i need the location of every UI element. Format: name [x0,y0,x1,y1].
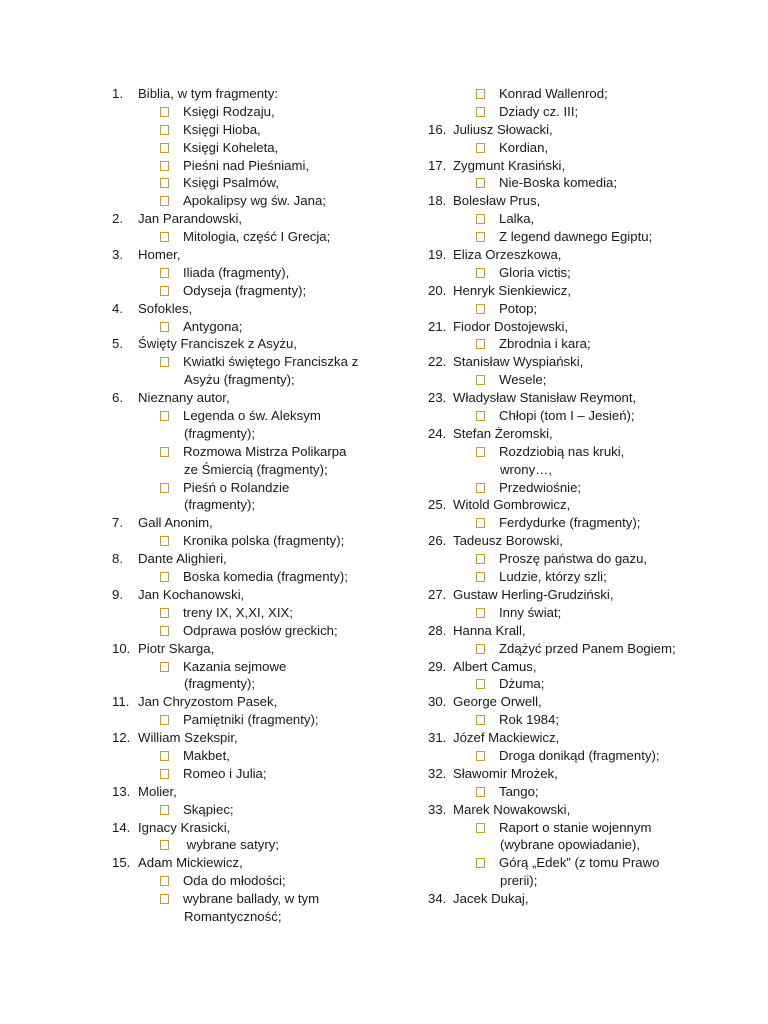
work-title: Kronika polska (fragmenty); [183,533,345,549]
sub-list-item [112,479,412,497]
sub-list-item [428,174,758,192]
sub-list-item [428,568,758,586]
author-name: Hanna Krall, [453,622,526,638]
sub-list-item [112,532,412,550]
sub-list-item [112,407,412,425]
sub-list-item [112,711,412,729]
item-number: 13. [112,783,131,799]
item-number: 31. [428,730,447,746]
sub-list-item [112,139,412,157]
work-title: Gloria victis; [499,264,571,280]
checkbox-bullet-icon [476,89,485,99]
sub-list-item [112,443,412,461]
list-item [112,550,412,568]
sub-list-item [112,622,412,640]
checkbox-bullet-icon [476,715,485,725]
work-title: Kazania sejmowe [183,658,287,674]
sub-list-item [428,407,758,425]
sub-list-item [112,192,412,210]
list-item [112,640,412,658]
sub-list-item [428,550,758,568]
checkbox-bullet-icon [476,644,485,654]
work-title: Dżuma; [499,676,545,692]
list-item [112,783,412,801]
item-number: 27. [428,586,447,602]
item-number: 12. [112,730,131,746]
checkbox-bullet-icon [160,178,169,188]
checkbox-bullet-icon [476,304,485,314]
author-name: Henryk Sienkiewicz, [453,282,571,298]
work-title: Lalka, [499,211,535,227]
sub-list-item [428,711,758,729]
sub-list-item [112,121,412,139]
list-item [428,389,758,407]
work-title-continuation: Romantyczność; [184,908,282,924]
checkbox-bullet-icon [160,125,169,135]
sub-list-item [428,210,758,228]
work-title: Romeo i Julia; [183,765,267,781]
sub-list-item [112,103,412,121]
work-title: Makbet, [183,747,230,763]
list-item [428,729,758,747]
work-title: Księgi Psalmów, [183,175,280,191]
item-number: 18. [428,193,447,209]
item-number: 3. [112,247,123,263]
author-name: Jan Chryzostom Pasek, [138,694,278,710]
checkbox-bullet-icon [476,232,485,242]
checkbox-bullet-icon [476,608,485,618]
work-title: Potop; [499,300,538,316]
work-title: Rok 1984; [499,712,560,728]
list-item [112,300,412,318]
work-title: Kwiatki świętego Franciszka z [183,354,359,370]
checkbox-bullet-icon [160,876,169,886]
author-name: Józef Mackiewicz, [453,730,560,746]
author-name: Stanisław Wyspiański, [453,354,584,370]
author-name: Piotr Skarga, [138,640,215,656]
sub-list-item [428,371,758,389]
work-title: Pieśni nad Pieśniami, [183,157,310,173]
item-number: 24. [428,425,447,441]
list-item [112,85,412,103]
author-name: Nieznany autor, [138,390,230,406]
work-title: Odprawa posłów greckich; [183,622,338,638]
checkbox-bullet-icon [160,107,169,117]
list-item [112,514,412,532]
checkbox-bullet-icon [476,787,485,797]
item-number: 30. [428,694,447,710]
checkbox-bullet-icon [476,447,485,457]
work-title: Droga donikąd (fragmenty); [499,747,660,763]
work-title-continuation: (fragmenty); [184,425,256,441]
work-title: Antygona; [183,318,243,334]
checkbox-bullet-icon [160,483,169,493]
checkbox-bullet-icon [160,536,169,546]
sub-list-item [428,85,758,103]
sub-list-item [428,783,758,801]
list-item [112,729,412,747]
sub-list-item [112,604,412,622]
checkbox-bullet-icon [160,894,169,904]
list-item [112,819,412,837]
list-item [112,389,412,407]
item-number: 14. [112,819,131,835]
checkbox-bullet-icon [160,447,169,457]
work-title: Inny świat; [499,604,562,620]
work-title: Boska komedia (fragmenty); [183,569,348,585]
checkbox-bullet-icon [476,572,485,582]
checkbox-bullet-icon [160,232,169,242]
author-name: Sofokles, [138,300,193,316]
checkbox-bullet-icon [476,107,485,117]
author-name: Bolesław Prus, [453,193,541,209]
list-item [428,318,758,336]
author-name: Zygmunt Krasiński, [453,157,566,173]
work-title: Pieśń o Rolandzie [183,479,290,495]
checkbox-bullet-icon [160,626,169,636]
sub-list-item [428,300,758,318]
item-number: 7. [112,515,123,531]
item-number: 2. [112,211,123,227]
author-name: Marek Nowakowski, [453,801,571,817]
work-title: Wesele; [499,372,547,388]
sub-list-item [112,747,412,765]
work-title: Skąpiec; [183,801,234,817]
author-name: Eliza Orzeszkowa, [453,247,562,263]
work-title: Proszę państwa do gazu, [499,551,648,567]
list-item [112,246,412,264]
author-name: Święty Franciszek z Asyżu, [138,336,298,352]
checkbox-bullet-icon [160,769,169,779]
sub-list-item [112,353,412,371]
author-name: Dante Alighieri, [138,551,227,567]
work-title: Apokalipsy wg św. Jana; [183,193,326,209]
checkbox-bullet-icon [476,178,485,188]
checkbox-bullet-icon [476,411,485,421]
sub-list-item [112,801,412,819]
author-name: Władysław Stanisław Reymont, [453,390,637,406]
sub-list-item [428,819,758,837]
work-title: Konrad Wallenrod; [499,86,608,101]
item-number: 25. [428,497,447,513]
work-title: wybrane ballady, w tym [183,891,320,907]
sub-list-item [428,443,758,461]
sub-list-item [428,675,758,693]
item-number: 20. [428,282,447,298]
work-title: Górą „Edek” (z tomu Prawo [499,855,660,871]
work-title: Księgi Hioba, [183,121,261,137]
list-item [112,693,412,711]
author-name: George Orwell, [453,694,542,710]
author-name: Jacek Dukaj, [453,891,529,907]
list-item [428,121,758,139]
sub-list-item [428,228,758,246]
sub-list-item [428,604,758,622]
checkbox-bullet-icon [476,268,485,278]
sub-list-item [428,335,758,353]
work-title: Księgi Koheleta, [183,139,279,155]
author-name: Fiodor Dostojewski, [453,318,569,334]
checkbox-bullet-icon [476,143,485,153]
work-title: Dziady cz. III; [499,103,579,119]
checkbox-bullet-icon [160,268,169,278]
work-title-continuation: Asyżu (fragmenty); [184,372,295,388]
item-number: 5. [112,336,123,352]
right-column [428,85,758,908]
work-title: Rozmowa Mistrza Polikarpa [183,443,347,459]
item-number: 1. [112,86,123,101]
item-number: 11. [112,694,130,710]
item-number: 8. [112,551,123,567]
list-item [428,765,758,783]
list-item [428,157,758,175]
work-title: Kordian, [499,139,549,155]
sub-list-item [428,479,758,497]
sub-list-item [112,174,412,192]
item-number: 23. [428,390,447,406]
author-name: William Szekspir, [138,730,238,746]
sub-list-item [112,890,412,908]
work-title: Mitologia, część I Grecja; [183,229,331,245]
checkbox-bullet-icon [476,375,485,385]
sub-list-item [428,747,758,765]
author-name: Adam Mickiewicz, [138,855,243,871]
item-number: 32. [428,765,447,781]
author-name: Gustaw Herling-Grudziński, [453,586,614,602]
list-item [428,192,758,210]
author-name: Stefan Żeromski, [453,425,553,441]
checkbox-bullet-icon [160,286,169,296]
item-number: 29. [428,658,447,674]
list-item [428,693,758,711]
checkbox-bullet-icon [160,196,169,206]
list-item [428,532,758,550]
list-item [428,801,758,819]
item-number: 17. [428,157,447,173]
checkbox-bullet-icon [476,518,485,528]
author-name: Witold Gombrowicz, [453,497,571,513]
work-title: Legenda o św. Aleksym [183,408,321,424]
checkbox-bullet-icon [160,608,169,618]
list-item [428,353,758,371]
work-title: Rozdziobią nas kruki, [499,443,625,459]
sub-list-item [112,264,412,282]
checkbox-bullet-icon [476,679,485,689]
sub-list-item [112,658,412,676]
sub-list-item [112,318,412,336]
author-name: Homer, [138,247,181,263]
work-title-continuation: wrony…, [500,461,553,477]
sub-list-item [428,139,758,157]
left-column [112,85,412,926]
list-item [428,496,758,514]
checkbox-bullet-icon [160,805,169,815]
item-number: 33. [428,801,447,817]
sub-list-item [112,836,412,854]
author-name: Tadeusz Borowski, [453,533,563,549]
work-title: Zbrodnia i kara; [499,336,591,352]
checkbox-bullet-icon [476,823,485,833]
sub-list-item [112,228,412,246]
checkbox-bullet-icon [476,339,485,349]
item-number: 22. [428,354,447,370]
checkbox-bullet-icon [160,411,169,421]
sub-list-item [428,514,758,532]
checkbox-bullet-icon [160,840,169,850]
author-name: Jan Kochanowski, [138,586,245,602]
author-name: Molier, [138,783,177,799]
work-title-continuation: (fragmenty); [184,497,256,513]
sub-list-item [428,264,758,282]
list-item [428,622,758,640]
item-number: 9. [112,586,123,602]
item-number: 10. [112,640,131,656]
list-item [112,854,412,872]
work-title: Oda do młodości; [183,873,286,889]
work-title: Przedwiośnie; [499,479,582,495]
sub-list-item [112,765,412,783]
checkbox-bullet-icon [160,322,169,332]
checkbox-bullet-icon [160,161,169,171]
author-name: Biblia, w tym fragmenty: [138,86,278,101]
work-title: Ludzie, którzy szli; [499,569,607,585]
checkbox-bullet-icon [160,143,169,153]
list-item [428,246,758,264]
list-item [428,425,758,443]
work-title: Zdążyć przed Panem Bogiem; [499,640,676,656]
work-title: Nie-Boska komedia; [499,175,618,191]
work-title: Iliada (fragmenty), [183,264,290,280]
sub-list-item [428,640,758,658]
item-number: 6. [112,390,123,406]
list-item [428,586,758,604]
work-title: treny IX, X,XI, XIX; [183,604,293,620]
checkbox-bullet-icon [476,214,485,224]
work-title-continuation: prerii); [500,873,538,889]
author-name: Sławomir Mrożek, [453,765,558,781]
checkbox-bullet-icon [476,554,485,564]
checkbox-bullet-icon [160,751,169,761]
work-title-continuation: (fragmenty); [184,676,256,692]
item-number: 4. [112,300,123,316]
work-title: Chłopi (tom I – Jesień); [499,408,635,424]
checkbox-bullet-icon [476,858,485,868]
item-number: 34. [428,891,447,907]
work-title: Księgi Rodzaju, [183,103,275,119]
work-title: Z legend dawnego Egiptu; [499,229,653,245]
sub-list-item [428,854,758,872]
list-item [112,210,412,228]
sub-list-item [112,568,412,586]
item-number: 26. [428,533,447,549]
work-title: wybrane satyry; [183,837,280,853]
checkbox-bullet-icon [160,662,169,672]
list-item [112,335,412,353]
author-name: Ignacy Krasicki, [138,819,231,835]
list-item [428,658,758,676]
work-title: Tango; [499,783,539,799]
work-title: Ferdydurke (fragmenty); [499,515,641,531]
list-item [112,586,412,604]
checkbox-bullet-icon [160,715,169,725]
work-title: Pamiętniki (fragmenty); [183,712,319,728]
item-number: 28. [428,622,447,638]
item-number: 15. [112,855,131,871]
sub-list-item [112,282,412,300]
item-number: 16. [428,121,447,137]
work-title-continuation: ze Śmiercią (fragmenty); [184,461,328,477]
work-title: Raport o stanie wojennym [499,819,652,835]
author-name: Gall Anonim, [138,515,213,531]
sub-list-item [112,872,412,890]
checkbox-bullet-icon [476,483,485,493]
checkbox-bullet-icon [160,357,169,367]
sub-list-item [112,157,412,175]
author-name: Juliusz Słowacki, [453,121,553,137]
author-name: Jan Parandowski, [138,211,243,227]
item-number: 19. [428,247,447,263]
checkbox-bullet-icon [160,572,169,582]
checkbox-bullet-icon [476,751,485,761]
list-item [428,890,758,908]
work-title-continuation: (wybrane opowiadanie), [500,837,641,853]
work-title: Odyseja (fragmenty); [183,282,307,298]
list-item [428,282,758,300]
sub-list-item [428,103,758,121]
item-number: 21. [428,318,447,334]
author-name: Albert Camus, [453,658,537,674]
